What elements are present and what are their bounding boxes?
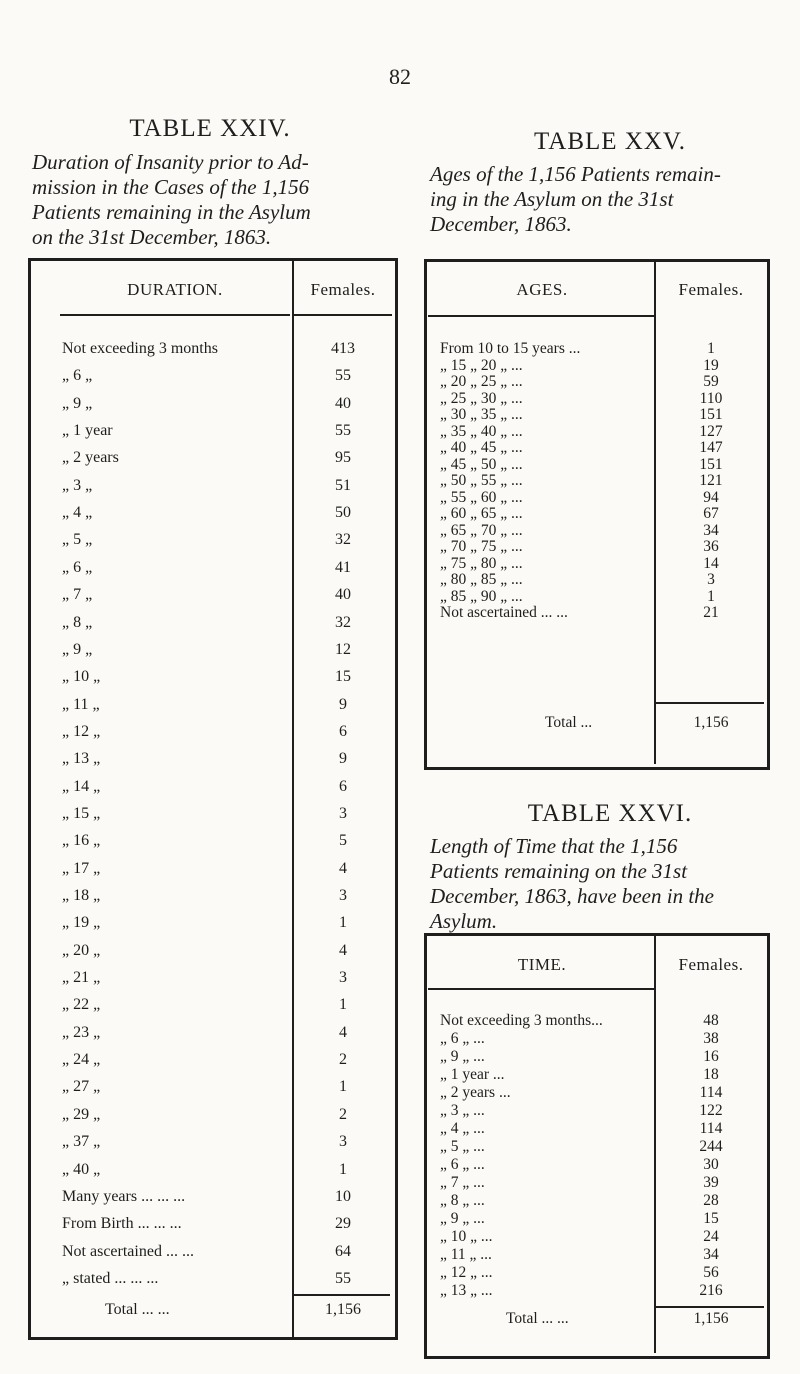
table25-row-label: „ 75 „ 80 „ ... [440,554,523,572]
table24-caption-line: Duration of Insanity prior to Ad- [32,150,309,174]
table24-row-value: 4 [339,941,347,959]
table24-caption [32,150,412,250]
table26-caption-line: Length of Time that the 1,156 [430,834,678,858]
table26-caption-line: December, 1863, have been in the [430,884,714,908]
table25-row-value: 151 [699,406,723,423]
table25-row-label: „ 80 „ 85 „ ... [440,571,523,588]
table25-caption-line: ing in the Asylum on the 31st [430,187,674,211]
table24-row-value: 3 [339,1133,347,1151]
table24-row-value: 12 [335,640,351,658]
table24-row-value: 413 [331,340,355,357]
table24-row-value: 9 [339,750,347,768]
table24-row-label: „ 11 „ [62,695,100,713]
table24-row-value: 50 [335,504,351,522]
table24-row-label: „ 27 „ [62,1078,101,1096]
table24-row-value: 32 [335,531,351,549]
table24-row-label: „ 40 „ [62,1160,101,1178]
table24-row-value: 55 [335,367,351,385]
table24-row-value: 51 [335,476,351,494]
table25-row-value: 94 [703,488,719,506]
table24-row-label: „ 29 „ [62,1105,101,1123]
table25-row-value: 151 [699,455,723,473]
table24-row-value: 40 [335,586,351,604]
table26-row-label: „ 6 „ ... [440,1030,485,1047]
table26-row-value: 122 [699,1102,723,1119]
table24-row-label: „ 19 „ [62,914,101,932]
table24-row-value: 40 [335,394,351,412]
table24-row-value: 9 [339,695,347,713]
table24-row-label: „ 4 „ [62,504,93,522]
table25-row-value: 1 [707,587,715,605]
table25-females-header: Females. [678,280,744,299]
table24-row-label: „ 18 „ [62,887,101,904]
table26-row-label: „ 11 „ ... [440,1246,492,1263]
table24-row-value: 3 [339,969,347,987]
table24-row-label: Not ascertained ... ... [62,1242,194,1260]
table24-row-value: 4 [339,1023,347,1041]
table25-row-value: 3 [707,571,715,588]
table25-row-value: 21 [703,604,719,621]
table26-row-label: „ 9 „ ... [440,1048,485,1065]
table24-row-label: „ 12 „ [62,722,101,740]
table24-row-value: 95 [335,449,351,467]
table26-row-label: „ 7 „ ... [440,1174,485,1191]
table24-row-label: „ 24 „ [62,1051,101,1069]
table24-total-rule [294,1294,390,1296]
table26-caption [430,834,795,934]
table25-row-label: From 10 to 15 years ... [440,340,581,357]
table24-row-label: „ 1 year [62,422,113,440]
table24-row-value: 55 [335,422,351,440]
table25-row-label: „ 65 „ 70 „ ... [440,521,523,539]
table26-row-label: „ 3 „ ... [440,1102,485,1119]
table26-row-label: „ 13 „ ... [440,1282,493,1299]
table25-caption [430,162,795,237]
table24-row-label: „ stated ... ... ... [62,1269,159,1287]
table26-row-value: 56 [703,1264,719,1281]
table26-row-label: „ 2 years ... [440,1084,511,1101]
table26-row-label: „ 8 „ ... [440,1192,485,1209]
table25-caption-line: December, 1863. [430,212,572,236]
table24-header-rule [60,314,290,316]
table24-row-value: 29 [335,1215,351,1233]
table24-row-label: „ 9 „ [62,640,93,658]
table25-row-label: „ 85 „ 90 „ ... [440,587,523,605]
table25-row-label: „ 70 „ 75 „ ... [440,538,523,555]
table24-row-value: 3 [339,887,347,904]
table24-row-label: „ 22 „ [62,996,101,1014]
table24-row-value: 6 [339,722,347,740]
table26-row-value: 34 [703,1246,719,1263]
table25-row-label: „ 15 „ 20 „ ... [440,356,523,374]
table25-row-label: „ 50 „ 55 „ ... [440,472,523,489]
table25-row-value: 1 [707,340,715,357]
table25-row-value: 34 [703,521,719,539]
table24-row-label: „ 8 „ [62,613,93,631]
table26-row-label: „ 4 „ ... [440,1120,485,1137]
table25-row-value: 67 [703,505,719,522]
table24-row-label: „ 23 „ [62,1023,101,1041]
table24-row-value: 55 [335,1269,351,1287]
table24-row-label: „ 9 „ [62,394,93,412]
table26-row-value: 39 [703,1174,719,1191]
table24-duration-header: DURATION. [127,280,223,299]
table24-row-label: „ 7 „ [62,586,93,604]
table26-row-value: 114 [699,1084,723,1101]
table26-total-rule [656,1306,764,1308]
table26-row-value: 24 [703,1228,719,1245]
table24-caption-line: on the 31st December, 1863. [32,225,272,249]
table25-total-rule [656,702,764,704]
table24-row-value: 4 [339,859,347,877]
table24-row-label: Not exceeding 3 months [62,340,218,357]
table24-total-value: 1,156 [325,1301,361,1318]
table25-row-label: „ 55 „ 60 „ ... [440,488,523,506]
table26-row-value: 244 [699,1138,723,1155]
table24-row-value: 3 [339,804,347,822]
table25-ages-header: AGES. [516,280,568,299]
table25-row-label: „ 60 „ 65 „ ... [440,505,523,522]
page-number: 82 [389,64,411,89]
table24-row-value: 1 [339,996,347,1014]
table26-total-label: Total ... ... [506,1310,569,1327]
table24-row-label: „ 15 „ [62,804,101,822]
table25-row-label: „ 35 „ 40 „ ... [440,422,523,440]
table26-row-label: Not exceeding 3 months... [440,1012,603,1029]
table24-row-label: „ 6 „ [62,558,93,576]
table26-row-label: „ 9 „ ... [440,1210,485,1227]
table24-caption-line: mission in the Cases of the 1,156 [32,175,310,199]
table25-header-rule [428,315,654,317]
table24-row-label: „ 20 „ [62,941,101,959]
table26-row-label: „ 6 „ ... [440,1156,485,1173]
table24-row-label: „ 2 years [62,449,119,467]
table25-row-label: „ 45 „ 50 „ ... [440,455,523,473]
table25-total-value: 1,156 [693,714,729,731]
table24-header-rule [292,314,392,316]
table24-row-label: „ 16 „ [62,832,101,850]
table24-row-label: „ 13 „ [62,750,101,768]
table25-caption-line: Ages of the 1,156 Patients remain- [430,162,721,186]
table24-row-value: 10 [335,1187,351,1205]
table26-caption-line: Patients remaining on the 31st [430,859,688,883]
table25-row-value: 19 [703,356,719,374]
table25-total-label: Total ... [545,714,593,731]
table24-row-value: 64 [335,1242,351,1260]
table26-row-label: „ 1 year ... [440,1066,505,1083]
table24-females-header: Females. [310,280,376,299]
table24-row-label: „ 5 „ [62,531,93,549]
table24-total-label: Total ... ... [105,1301,170,1318]
table26-row-label: „ 12 „ ... [440,1264,493,1281]
table24-row-value: 6 [339,777,347,795]
table24-title: TABLE XXIV. [129,115,291,142]
table26-title: TABLE XXVI. [527,800,693,827]
table24-row-label: „ 17 „ [62,859,101,877]
table24-row-value: 5 [339,832,347,850]
table26-time-header: TIME. [517,955,567,974]
table25-row-label: „ 30 „ 35 „ ... [440,406,523,423]
table26-row-label: „ 5 „ ... [440,1138,485,1155]
table26-row-value: 18 [703,1066,719,1083]
table26-row-value: 28 [703,1192,719,1209]
table24-row-label: From Birth ... ... ... [62,1215,182,1233]
table25-row-label: Not ascertained ... ... [440,604,568,621]
table26-row-value: 48 [703,1012,719,1029]
table24-row-value: 2 [339,1105,347,1123]
table24-row-label: Many years ... ... ... [62,1187,186,1205]
table24-row-value: 1 [339,914,347,932]
table24-row-label: „ 10 „ [62,668,101,686]
table26-row-value: 114 [699,1120,723,1137]
table25-row-value: 147 [699,439,723,456]
table24-row-label: „ 14 „ [62,777,101,795]
table24-caption-line: Patients remaining in the Asylum [32,200,311,224]
table26-row-value: 15 [703,1210,719,1227]
table24-row-label: „ 37 „ [62,1133,101,1151]
table25-row-value: 36 [703,538,719,555]
table24-row-value: 41 [335,558,351,576]
table24-row-value: 1 [339,1160,347,1178]
table26-row-value: 216 [699,1282,723,1299]
table25-row-value: 110 [699,389,723,407]
table24-row-value: 1 [339,1078,347,1096]
table26-row-label: „ 10 „ ... [440,1228,493,1245]
table25-row-value: 127 [699,422,723,440]
table26-females-header: Females. [678,955,744,974]
table25-row-label: „ 20 „ 25 „ ... [440,373,523,390]
table24-row-value: 15 [335,668,351,686]
table26-header-rule [428,988,654,990]
table25-row-label: „ 25 „ 30 „ ... [440,389,523,407]
table26-row-value: 30 [703,1156,719,1173]
table24-row-value: 32 [335,613,351,631]
table26-row-value: 38 [703,1030,719,1047]
table26-row-value: 16 [703,1048,719,1065]
table26-total-value: 1,156 [693,1310,729,1327]
table25-title: TABLE XXV. [534,128,686,155]
table24-row-value: 2 [339,1051,347,1069]
table25-row-value: 59 [703,373,719,390]
table26-caption-line: Asylum. [430,909,498,933]
table25-row-label: „ 40 „ 45 „ ... [440,439,523,456]
table24-row-label: „ 6 „ [62,367,93,385]
table24-row-label: „ 21 „ [62,969,101,987]
table25-row-value: 121 [699,472,723,489]
table24-row-label: „ 3 „ [62,476,93,494]
table25-row-value: 14 [703,554,719,572]
